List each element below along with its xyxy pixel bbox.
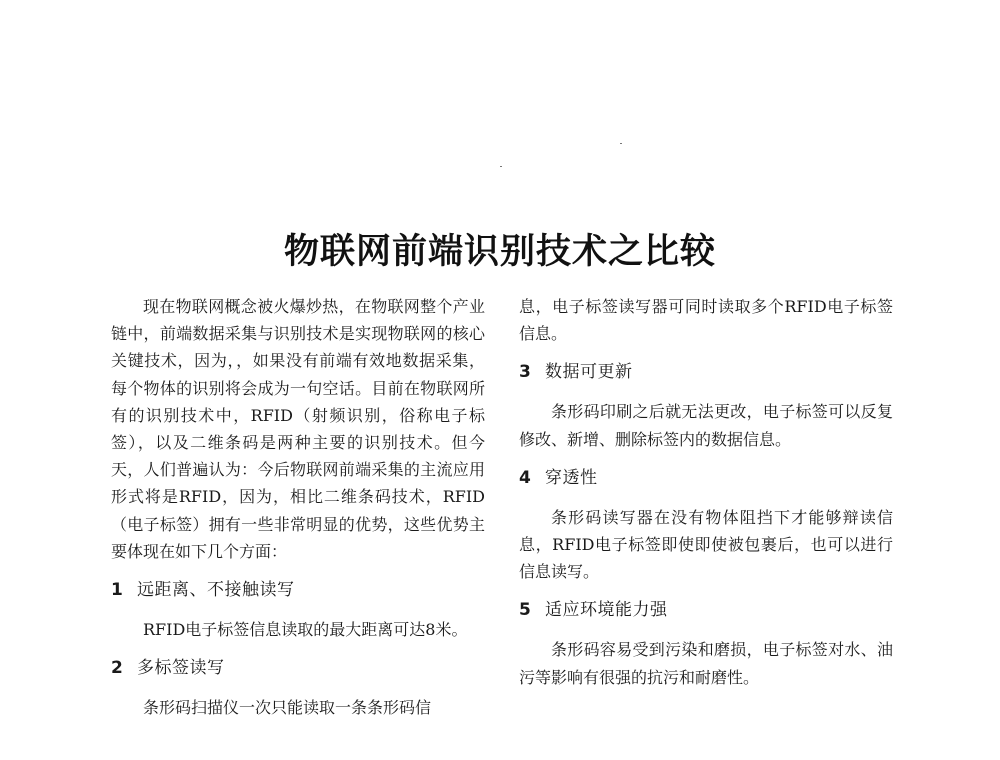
- section-heading-text: 适应环境能力强: [545, 600, 668, 621]
- section-heading-text: 多标签读写: [137, 658, 225, 679]
- section-number: 5: [519, 600, 532, 621]
- section-heading-text: 数据可更新: [545, 362, 633, 383]
- left-column: [111, 293, 485, 721]
- section-heading-5: [519, 597, 893, 624]
- section-1-body: RFID电子标签信息读取的最大距离可达8米。: [143, 620, 468, 640]
- right-column: [519, 293, 893, 691]
- section-3-body: 条形码印刷之后就无法更改，电子标签可以反复修改、新增、删除标签内的数据信息。: [519, 402, 893, 449]
- section-number: 4: [519, 467, 532, 488]
- section-heading-4: [519, 465, 893, 492]
- intro-paragraph: 现在物联网概念被火爆炒热，在物联网整个产业链中，前端数据采集与识别技术是实现物联网的核心关键技术，因为，，如果没有前端有效地数据采集，每个物体的识别将会成为一句空话。目前在物联网所有的识别技术中，RFID（射频识别，俗称电子标签），以及二维条码是两种主要的识别技术。但今天，人们普遍认为：今后物联网前端采集的主流应用形式将是RFID，因为，相比二维条码技术，RFID（电子标签）拥有一些非常明显的优势，这些优势主要体现在如下几个方面：: [111, 297, 485, 561]
- section-5-body: 条形码容易受到污染和磨损，电子标签对水、油污等影响有很强的抗污和耐磨性。: [519, 640, 893, 687]
- section-number: 2: [111, 658, 124, 679]
- scan-speck: [620, 143, 622, 144]
- scan-speck: [500, 166, 502, 167]
- section-heading-text: 穿透性: [545, 467, 598, 488]
- section-heading-3: [519, 359, 893, 386]
- section-heading-1: [111, 577, 485, 604]
- continuation-paragraph: 息，电子标签读写器可同时读取多个RFID电子标签信息。: [519, 297, 893, 344]
- article-title: 物联网前端识别技术之比较: [283, 231, 716, 273]
- section-heading-text: 远距离、不接触读写: [137, 580, 295, 601]
- section-number: 3: [519, 362, 532, 383]
- section-heading-2: [111, 655, 485, 682]
- section-4-body: 条形码读写器在没有物体阻挡下才能够辩读信息，RFID电子标签即使即使被包裹后，也可以进行信息读写。: [519, 507, 893, 582]
- section-2-body: 条形码扫描仪一次只能读取一条条形码信: [143, 698, 432, 718]
- section-number: 1: [111, 580, 124, 601]
